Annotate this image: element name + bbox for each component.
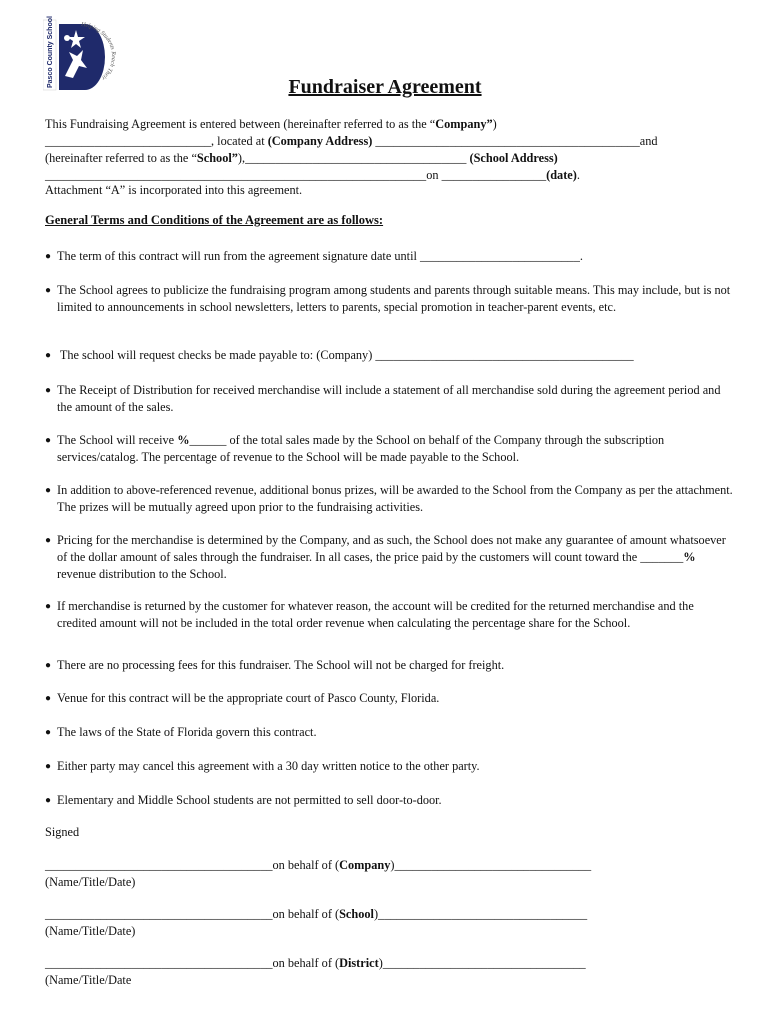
signature-line-district[interactable]: _____________________________________on behalf of (District)_________________________________ [45,956,586,970]
bullet-icon: ● [45,761,52,772]
list-item: ● The School will receive %______ of the total sales made by the School on behalf of the Company through the subscription services/catalog. The percentage of revenue to the School will be made payable to the School. [45,433,665,464]
intro-line-2: ___________________________, located at (Company Address) ___________________________________________and [45,134,658,148]
list-item: ● The school will request checks be made payable to: (Company) __________________________________________ [45,348,634,362]
intro-line-4: ______________________________________________________________on _________________(date). [45,168,580,182]
signature-caption: (Name/Title/Date) [45,924,136,938]
list-item: ● Pricing for the merchandise is determined by the Company, and as such, the School does not make any guarantee of amount whatsoever of the dollar amount of sales through the fundraiser. In all cases, the price paid by the customers will count toward the _______% revenue distribution to the School. [45,533,726,581]
bullet-icon: ● [45,285,52,296]
bullet-icon: ● [45,601,52,612]
bullet-icon: ● [45,660,52,671]
signature-caption: (Name/Title/Date) [45,875,136,889]
signature-line-school[interactable]: _____________________________________on behalf of (School)__________________________________ [45,907,588,921]
list-item: ● Either party may cancel this agreement with a 30 day written notice to the other party. [45,759,480,773]
logo-tagline: Helping Students Reach Their [80,21,117,81]
list-item: ● If merchandise is returned by the customer for whatever reason, the account will be credited for the returned merchandise and the credited amount will not be included in the total order revenue when calculating the percentage share for the School. [45,599,694,630]
list-item: ● The laws of the State of Florida govern this contract. [45,725,317,739]
section-heading: General Terms and Conditions of the Agreement are as follows: [45,213,384,227]
list-item: ● The term of this contract will run from the agreement signature date until __________________________. [45,249,583,263]
bullet-icon: ● [45,693,52,704]
bullet-icon: ● [45,485,52,496]
bullet-icon: ● [45,795,52,806]
bullet-icon: ● [45,727,52,738]
bullet-icon: ● [45,535,52,546]
intro-line-3: (hereinafter referred to as the “School”),____________________________________ (School Address) [45,151,558,165]
intro-line-5: Attachment “A” is incorporated into this agreement. [45,183,303,197]
list-item: ● The School agrees to publicize the fundraising program among students and parents through suitable means. This may include, but is not limited to announcements in school newsletters, letters to parents, special promotion in teacher-parent events, etc. [45,283,731,314]
signature-line-company[interactable]: _____________________________________on behalf of (Company)________________________________ [45,858,592,872]
bullet-icon: ● [45,350,52,361]
bullet-icon: ● [45,385,52,396]
bullet-icon: ● [45,251,52,262]
list-item: ● In addition to above-referenced revenue, additional bonus prizes, will be awarded to the School from the Company as per the attachment. The prizes will be mutually agreed upon prior to the fundraising activities. [45,483,733,514]
list-item: ● Elementary and Middle School students are not permitted to sell door-to-door. [45,793,442,807]
logo-brand-text: Pasco County Schools [47,16,54,88]
intro-line-1: This Fundraising Agreement is entered between (hereinafter referred to as the “Company”) [45,117,497,131]
list-item: ● Venue for this contract will be the appropriate court of Pasco County, Florida. [45,691,440,705]
list-item: ● There are no processing fees for this fundraiser. The School will not be charged for freight. [45,658,505,672]
signature-caption: (Name/Title/Date [45,973,132,987]
page-title: Fundraiser Agreement [288,76,482,98]
list-item: ● The Receipt of Distribution for received merchandise will include a statement of all merchandise sold during the agreement period and the amount of the sales. [45,383,721,414]
bullet-icon: ● [45,435,52,446]
signed-label: Signed [45,825,80,839]
